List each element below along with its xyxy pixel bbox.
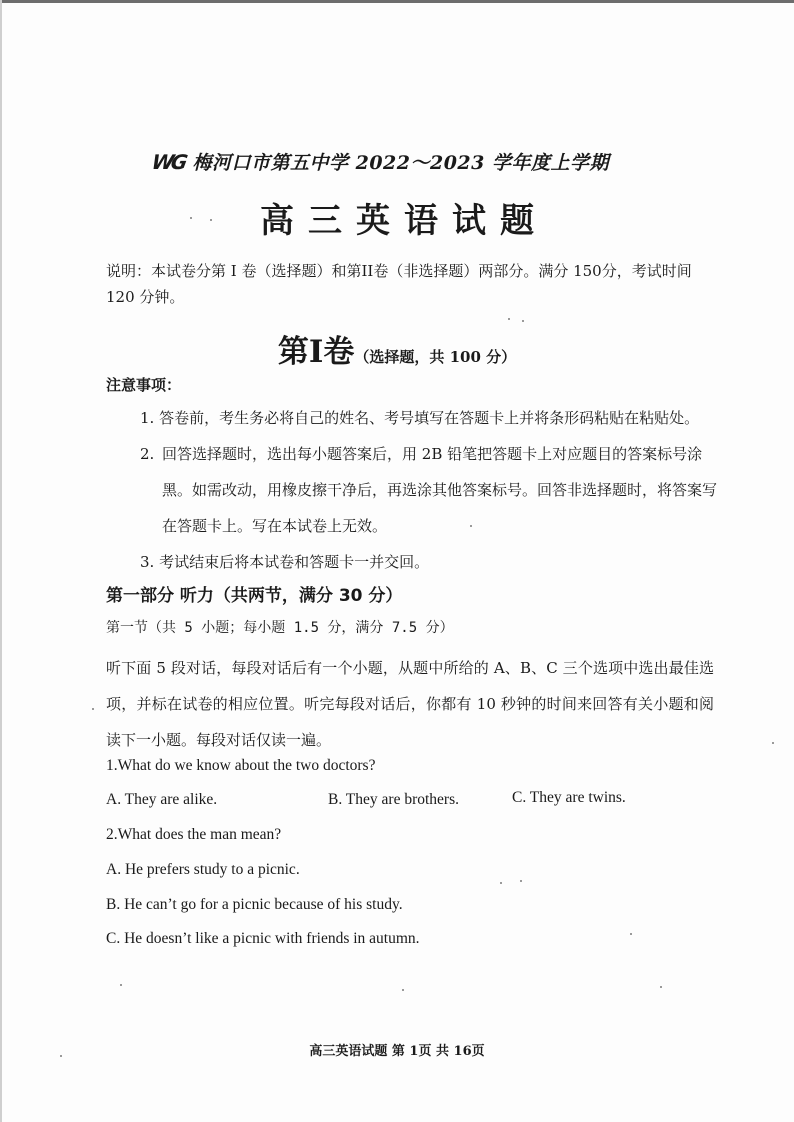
question-stem: 2.What does the man mean? xyxy=(106,826,282,843)
volume-subtitle: （选择题，共 100 分） xyxy=(354,348,517,366)
section-heading: 第一节（共 5 小题；每小题 1.5 分，满分 7.5 分） xyxy=(106,620,454,636)
notice-item xyxy=(140,436,720,544)
exam-title: 高三英语试题 xyxy=(260,201,548,241)
scan-edge-left xyxy=(0,0,2,1122)
answer-option: A. He prefers study to a picnic. xyxy=(106,861,300,878)
notice-item-text: 回答选择题时，选出每小题答案后，用 2B 铅笔把答题卡上对应题目的答案标号涂黑。如需改动，用橡皮擦干净后，再选涂其他答案标号。回答非选择题时，将答案写在答题卡上。写在本试卷上无效。 xyxy=(162,445,718,535)
scan-speck xyxy=(190,217,192,219)
school-header xyxy=(149,148,609,175)
volume-title xyxy=(0,326,794,371)
school-logo-icon: WG xyxy=(149,150,187,174)
answer-option: C. They are twins. xyxy=(512,789,626,806)
notice-item-number: 3. xyxy=(140,553,155,571)
school-term-line: 梅河口市第五中学 2022～2023 学年度上学期 xyxy=(192,152,609,174)
answer-option: B. He can’t go for a picnic because of his study. xyxy=(106,896,403,913)
scan-speck xyxy=(470,525,472,527)
answer-option: B. They are brothers. xyxy=(328,791,459,808)
notice-item-text: 答卷前，考生务必将自己的姓名、考号填写在答题卡上并将条形码粘贴在粘贴处。 xyxy=(159,409,700,427)
answer-option: A. They are alike. xyxy=(106,791,218,808)
notice-item-text: 考试结束后将本试卷和答题卡一并交回。 xyxy=(159,553,430,571)
page-footer: 高三英语试题 第 1页 共 16页 xyxy=(309,1044,485,1059)
part-heading: 第一部分 听力（共两节，满分 30 分） xyxy=(106,586,403,606)
notice-item-number: 1. xyxy=(140,409,155,427)
scan-speck xyxy=(500,882,502,884)
scan-speck xyxy=(630,933,632,935)
volume-name: 第I卷 xyxy=(277,334,355,370)
scan-speck xyxy=(520,880,522,882)
notice-item xyxy=(140,399,699,437)
listening-instructions: 听下面 5 段对话，每段对话后有一个小题，从题中所给的 A、B、C 三个选项中选出最佳选项，并标在试卷的相应位置。听完每段对话后，你都有 10 秒钟的时间来回答有关小题和阅读下一小题。每段对话仅读一遍。 xyxy=(106,659,714,749)
notice-item xyxy=(140,543,429,581)
notice-label: 注意事项： xyxy=(106,376,182,394)
scan-speck xyxy=(402,989,404,991)
exam-intro: 说明：本试卷分第 I 卷（选择题）和第II卷（非选择题）两部分。满分 150分，考试时间 120 分钟。 xyxy=(106,262,692,306)
scan-speck xyxy=(120,984,122,986)
scan-speck xyxy=(92,708,94,710)
scan-speck xyxy=(210,219,212,221)
question-stem: 1.What do we know about the two doctors? xyxy=(106,757,376,774)
scan-speck xyxy=(660,986,662,988)
scan-speck xyxy=(522,320,524,322)
scan-speck xyxy=(60,1055,62,1057)
scan-speck xyxy=(508,318,510,320)
answer-option: C. He doesn’t like a picnic with friends in autumn. xyxy=(106,930,420,947)
notice-item-number: 2. xyxy=(140,445,155,463)
scan-speck xyxy=(772,742,774,744)
scan-edge-top xyxy=(0,0,794,3)
